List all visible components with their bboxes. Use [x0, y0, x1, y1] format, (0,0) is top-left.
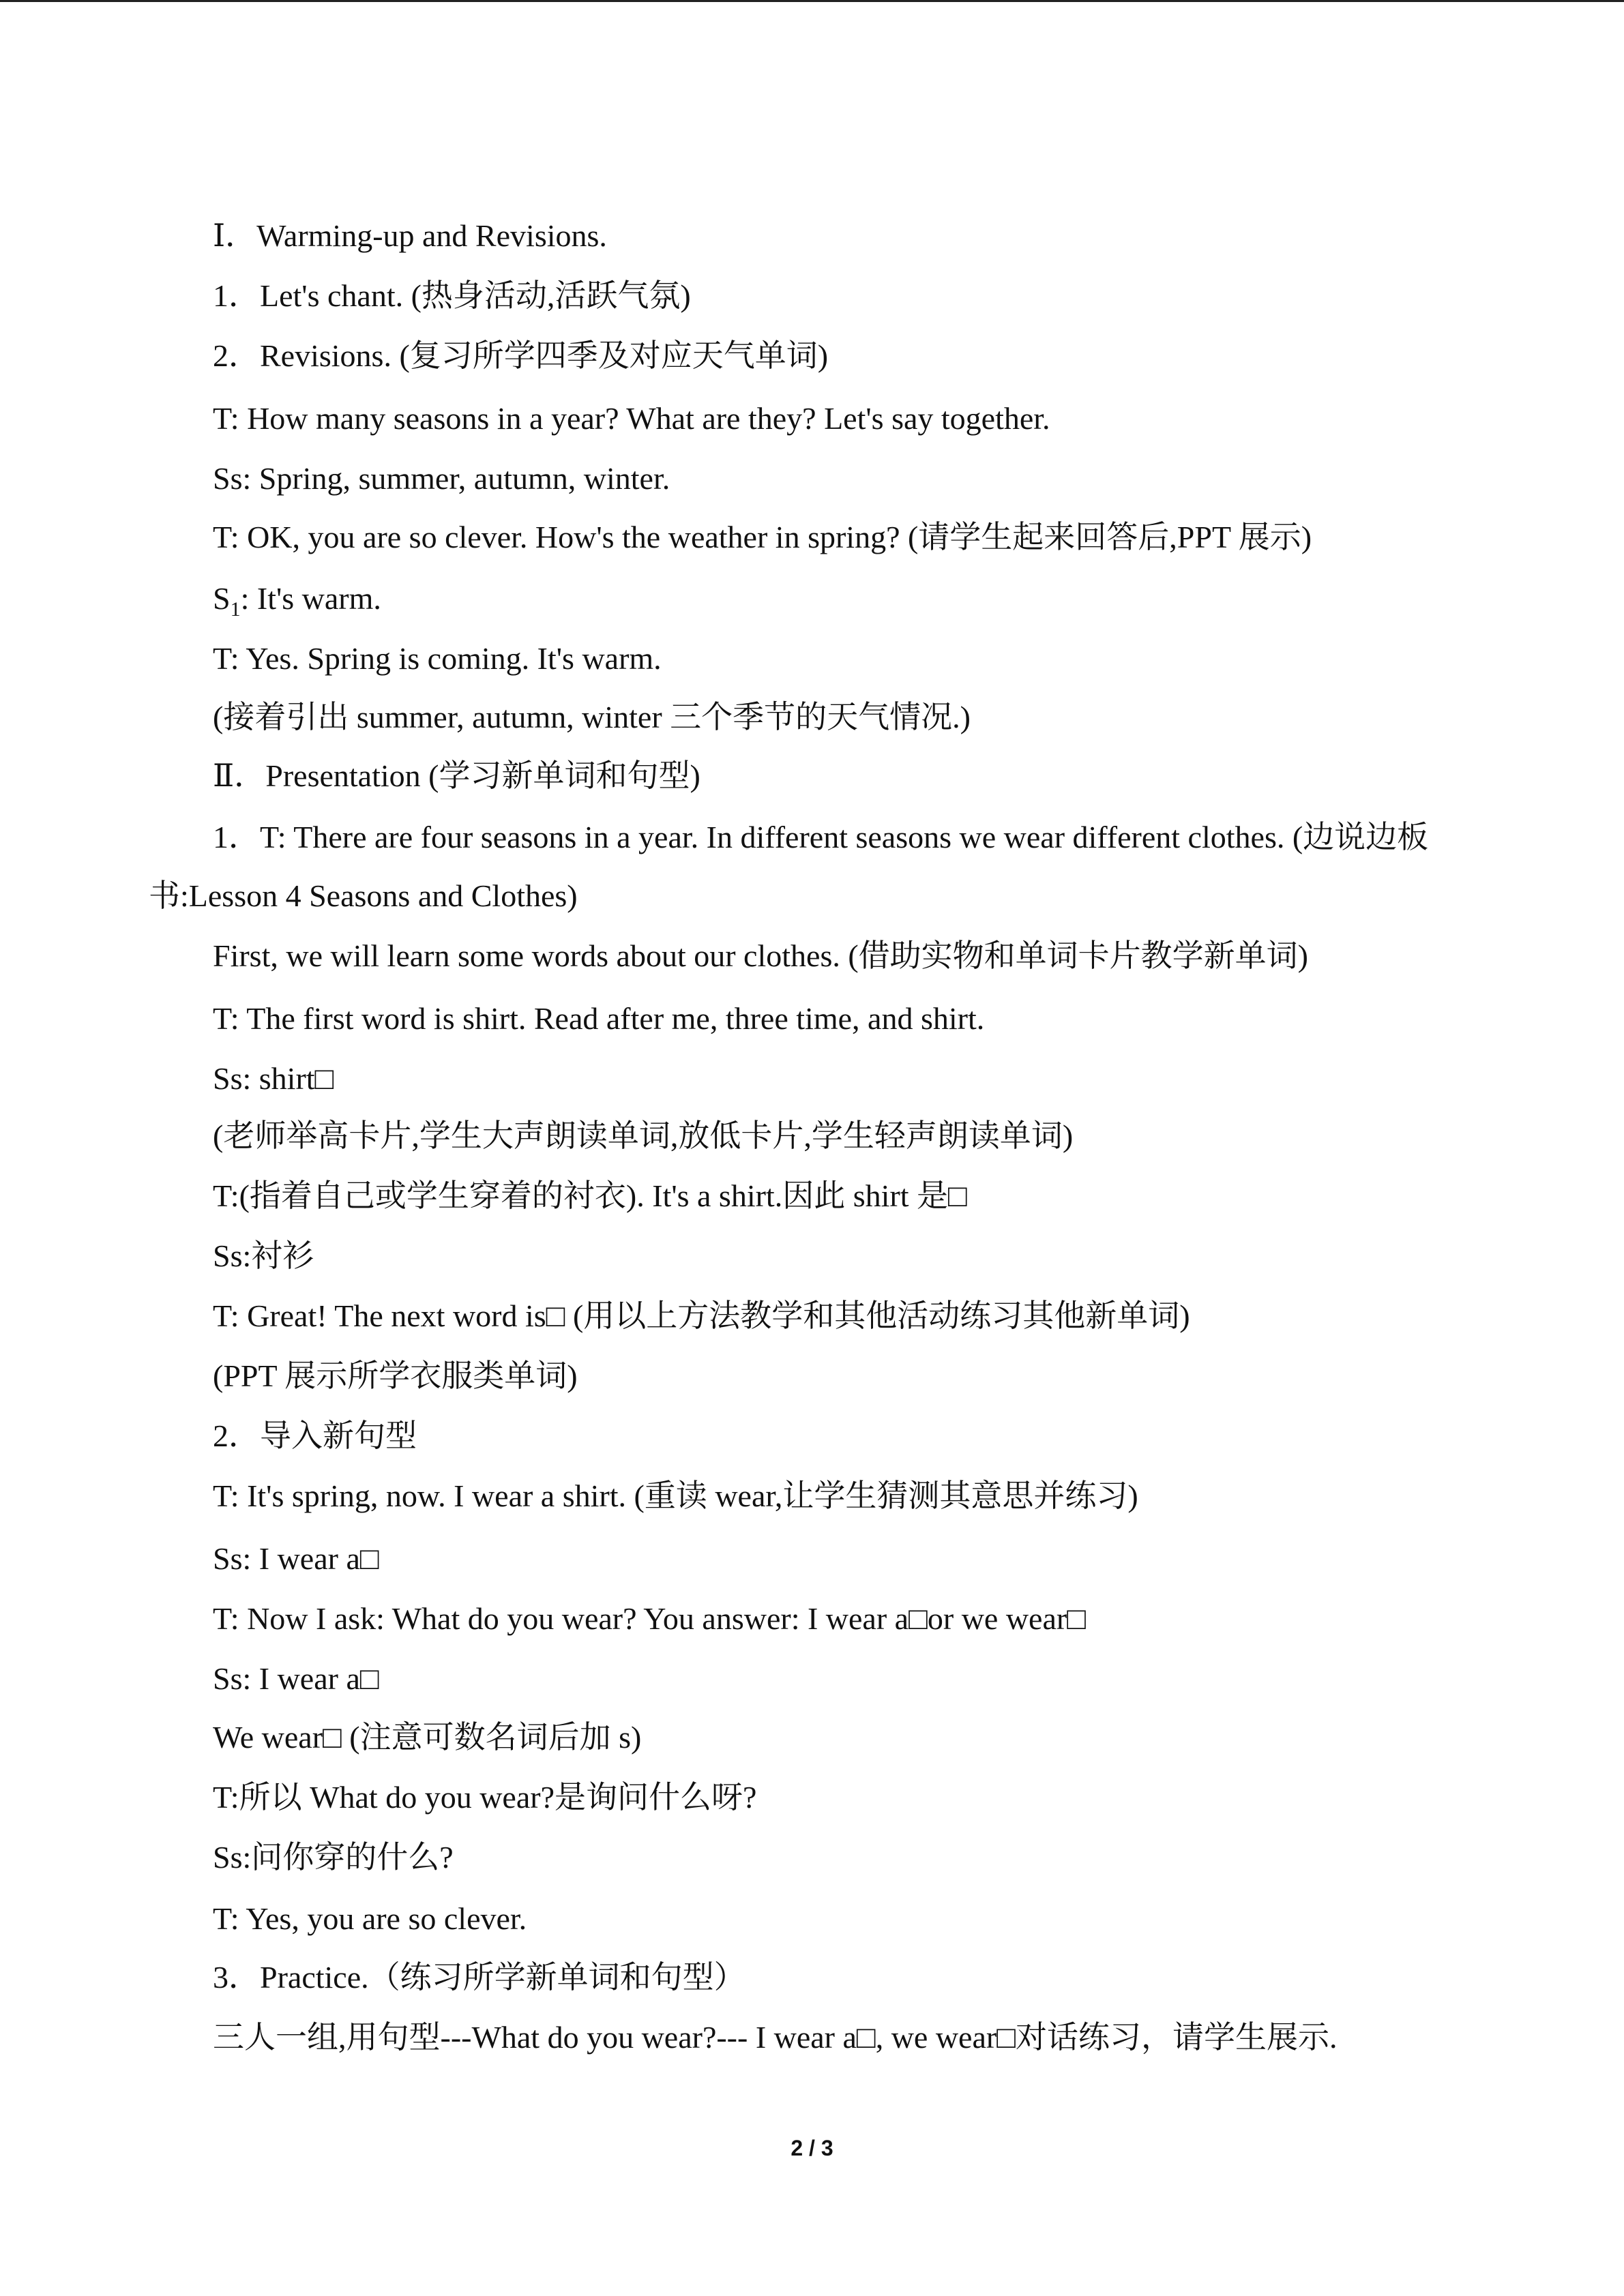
text-line: T: OK, you are so clever. How's the weather in spring? (请学生起来回答后,PPT 展示) [213, 520, 1312, 554]
text-line: T:(指着自己或学生穿着的衬衣). It's a shirt.因此 shirt 是□ [213, 1178, 967, 1213]
text-line: (接着引出 summer, autumn, winter 三个季节的天气情况.) [213, 700, 971, 734]
text-line: First, we will learn some words about our clothes. (借助实物和单词卡片教学新单词) [213, 938, 1308, 973]
text-line-s1 [213, 578, 381, 630]
section-heading-warming-up: Ⅰ．Warming-up and Revisions. [213, 218, 607, 253]
text-line: Ss: I wear a□ [213, 1541, 379, 1576]
section-heading-presentation: Ⅱ．Presentation (学习新单词和句型) [213, 758, 700, 793]
text-line: T: Yes, you are so clever. [213, 1901, 527, 1936]
text-line: Ss:问你穿的什么? [213, 1840, 454, 1875]
speaker-label: S [213, 581, 231, 616]
text-line: Ss:衬衫 [213, 1238, 314, 1273]
text-line: Ss: shirt□ [213, 1061, 334, 1096]
text-line: 2．Revisions. (复习所学四季及对应天气单词) [213, 338, 829, 373]
text-line: Ss: I wear a□ [213, 1661, 379, 1696]
text-line: 1．T: There are four seasons in a year. In different seasons we wear different clothes. (边说边板 [213, 820, 1429, 854]
text-line: (PPT 展示所学衣服类单词) [213, 1358, 578, 1393]
text-line: T: How many seasons in a year? What are they? Let's say together. [213, 401, 1050, 436]
text-line: 3．Practice.（练习所学新单词和句型） [213, 1960, 745, 1995]
text-line-wrapped: 书:Lesson 4 Seasons and Clothes) [149, 878, 578, 913]
speaker-subscript: 1 [230, 598, 241, 621]
text-line: T: Great! The next word is□ (用以上方法教学和其他活动练习其他新单词) [213, 1298, 1190, 1333]
text-line: T: Yes. Spring is coming. It's warm. [213, 641, 662, 676]
text-line: 2．导入新句型 [213, 1418, 417, 1453]
text-line: (老师举高卡片,学生大声朗读单词,放低卡片,学生轻声朗读单词) [213, 1118, 1074, 1153]
page-number: 2 / 3 [791, 2136, 833, 2160]
text-line: We wear□ (注意可数名词后加 s) [213, 1720, 642, 1755]
text-line: T:所以 What do you wear?是询问什么呀? [213, 1780, 757, 1815]
text-line: T: Now I ask: What do you wear? You answer: I wear a□or we wear□ [213, 1601, 1086, 1636]
text-line: 1．Let's chant. (热身活动,活跃气氛) [213, 278, 691, 313]
text-line: T: The first word is shirt. Read after me, three time, and shirt. [213, 1001, 985, 1036]
text-line: 三人一组,用句型---What do you wear?--- I wear a□, we wear□对话练习，请学生展示. [213, 2020, 1338, 2055]
text-line: Ss: Spring, summer, autumn, winter. [213, 461, 670, 496]
text-line: T: It's spring, now. I wear a shirt. (重读 wear,让学生猜测其意思并练习) [213, 1478, 1138, 1513]
speaker-text: : It's warm. [240, 581, 381, 616]
